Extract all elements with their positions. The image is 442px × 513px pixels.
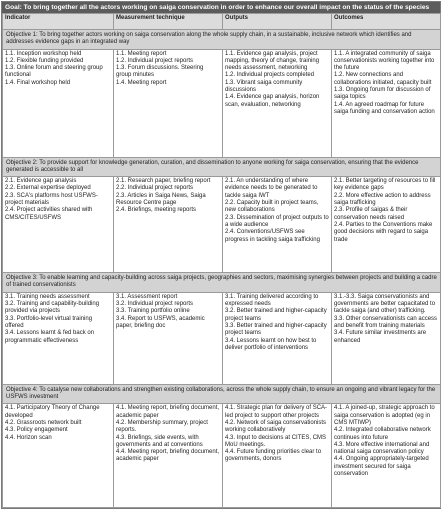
header-row — [3, 14, 441, 30]
outcomes-item: 1.4. An agreed roadmap for future saiga funding and conservation action — [334, 101, 435, 115]
indicator-item: 2.4. Project activities shared with CMS/CITES/USFWS — [5, 207, 95, 221]
measurement-item: 3.2. Individual project reports — [116, 301, 194, 308]
measurement-item: 3.3. Training portfolio online — [116, 308, 190, 315]
outcomes-cell — [332, 404, 441, 508]
outputs-item: 2.3. Dissemination of project outputs to a wide audience — [225, 214, 331, 228]
outputs-item: 3.4. Lessons learnt on how best to deliver portfolio of interventions — [225, 337, 319, 351]
measurement-item: 1.3. Forum discussions. Steering group minutes — [116, 65, 206, 79]
outputs-item: 3.1. Training delivered according to expressed needs — [225, 293, 321, 308]
outcomes-item: 3.4. Future similar investments are enhanced — [334, 330, 428, 344]
measurement-cell — [114, 177, 223, 273]
outcomes-item: 2.2. More effective action to address saiga trafficking — [334, 192, 433, 207]
outputs-item: 3.2. Better trained and higher-capacity project teams — [225, 308, 329, 322]
indicator-item: 1.1. Inception workshop held — [5, 50, 82, 57]
indicator-item: 2.2. External expertise deployed — [5, 185, 91, 192]
indicator-item: 3.2. Training and capability-building provided via projects — [5, 301, 101, 315]
measurement-item: 1.1. Meeting report — [116, 50, 167, 57]
outputs-cell — [223, 177, 332, 273]
objective-title: Objective 2: To provide support for knowledge generation, curation, and dissemination to anyone working for saiga conservation, ensuring that the evidence generated is accessible to all — [3, 157, 441, 177]
indicator-cell — [3, 49, 114, 157]
indicator-item: 1.3. Online forum and steering group functional — [5, 65, 105, 79]
indicator-item: 1.2. Flexible funding provided — [5, 57, 84, 64]
goal-banner: Goal: To bring together all the actors working on saiga conservation in order to enhance our overall impact on the status of the species — [2, 2, 440, 13]
outputs-cell — [223, 404, 332, 508]
outcomes-item: 1.2. New connections and collaborations initiated, capacity built — [334, 72, 432, 86]
outcomes-cell — [332, 292, 441, 384]
outputs-item: 2.4. Conventions/USFWS see progress in tackling saiga trafficking — [225, 229, 320, 243]
outcomes-item: 3.1.-3.3. Saiga conservationists and governments are better capacitated to tackle saiga (and other) trafficking. — [334, 293, 437, 315]
objectives-table — [2, 13, 441, 508]
measurement-item: 2.1. Research paper, briefing report — [116, 178, 211, 185]
indicator-item: 1.4. Final workshop held — [5, 79, 71, 86]
measurement-item: 4.4. Meeting report, briefing document, academic paper — [116, 449, 221, 463]
outcomes-item: 4.2. Integrated collaborative network continues into future — [334, 427, 433, 441]
objective-row — [3, 30, 441, 50]
objective-title: Objective 4: To catalyse new collaborations and strengthen existing collaborations, across the whole supply chain, to ensure an ongoing and vibrant legacy for the USFWS investment — [3, 384, 441, 404]
measurement-item: 1.2. Individual project reports — [116, 57, 194, 64]
indicator-cell — [3, 404, 114, 508]
outcomes-item: 3.3. Other conservationists can access and benefit from training materials — [334, 315, 439, 329]
outcomes-item: 2.4. Parties to the Conventions make good decisions with regard to saiga trade — [334, 221, 435, 243]
objective-detail-row — [3, 404, 441, 508]
measurement-item: 4.1. Meeting report, briefing document, academic paper — [116, 405, 221, 419]
measurement-item: 3.4. Report to USFWS, academic paper, briefing doc — [116, 315, 207, 329]
indicator-cell — [3, 177, 114, 273]
indicator-item: 2.1. Evidence gap analysis — [5, 178, 77, 185]
header-measurement-technique: Measurement technique — [114, 14, 223, 30]
objective-detail-row — [3, 49, 441, 157]
objective-detail-row — [3, 292, 441, 384]
measurement-item: 1.4. Meeting report — [116, 79, 167, 86]
measurement-item: 4.2. Membership summary, project reports. — [116, 419, 210, 434]
indicator-item: 4.1. Participatory Theory of Change developed — [5, 405, 102, 419]
objective-title: Objective 1: To bring together actors working on saiga conservation along the whole supply chain, in a sustainable, inclusive network which identifies and addresses evidence gaps in an integrated way — [3, 30, 441, 50]
outputs-item: 2.2. Capacity built in project teams, new collaborations — [225, 200, 321, 214]
measurement-item: 2.4. Briefings, meeting reports — [116, 207, 197, 214]
outcomes-item: 1.3. Ongoing forum for discussion of saiga topics — [334, 87, 433, 101]
outputs-item: 1.3. Vibrant saiga community discussions — [225, 79, 304, 94]
objectives-table-frame — [1, 1, 441, 509]
indicator-item: 4.3. Policy engagement — [5, 427, 68, 434]
header-outputs: Outputs — [223, 14, 332, 30]
measurement-item: 4.3. Briefings, side events, with governments and at conventions — [116, 434, 203, 448]
outputs-item: 4.3. Input to decisions at CITES, CMS MoU meetings. — [225, 434, 328, 448]
measurement-cell — [114, 292, 223, 384]
indicator-item: 3.4. Lessons learnt & fed back on programmatic effectiveness — [5, 330, 96, 344]
objective-row — [3, 273, 441, 293]
outputs-cell — [223, 49, 332, 157]
outputs-item: 1.2. Individual projects completed — [225, 72, 315, 79]
indicator-cell — [3, 292, 114, 384]
objective-detail-row — [3, 177, 441, 273]
outputs-item: 2.1. An understanding of where evidence needs to be generated to tackle saiga IWT — [225, 178, 320, 199]
outputs-item: 3.3. Better trained and higher-capacity project teams — [225, 322, 329, 337]
header-outcomes: Outcomes — [332, 14, 441, 30]
outputs-item: 4.2. Network of saiga conservationists working collaboratively — [225, 419, 328, 434]
outcomes-cell — [332, 49, 441, 157]
outputs-cell — [223, 292, 332, 384]
measurement-cell — [114, 404, 223, 508]
outcomes-item: 4.3. More effective international and national saiga conservation policy — [334, 441, 431, 456]
measurement-item: 2.3. Articles in Saiga News, Saiga Resource Centre page — [116, 192, 208, 207]
outcomes-cell — [332, 177, 441, 273]
outcomes-item: 4.1. A joined-up, strategic approach to saiga conservation is adopted (eg in CMS MTIWP) — [334, 405, 437, 426]
outputs-item: 4.1. Strategic plan for delivery of SCA-led project to support other projects — [225, 405, 328, 419]
objectives-body — [3, 30, 441, 508]
measurement-item: 2.2. Individual project reports — [116, 185, 194, 192]
outputs-item: 1.4. Evidence gap analysis, horizon scan, evaluation, networking — [225, 94, 322, 108]
indicator-item: 3.3. Portfolio-level virtual training offered — [5, 315, 94, 329]
outcomes-item: 2.1. Better targeting of resources to fill key evidence gaps — [334, 178, 438, 192]
measurement-item: 3.1. Assessment report — [116, 293, 178, 300]
outputs-item: 4.4. Future funding priorities clear to governments, donors — [225, 449, 323, 463]
indicator-item: 2.3. SCA's platforms host USFWS-project materials — [5, 192, 98, 207]
objective-row — [3, 384, 441, 404]
outputs-item: 1.1. Evidence gap analysis, project mapping, theory of change, training needs assessment, networking — [225, 50, 321, 72]
indicator-item: 3.1. Training needs assessment — [5, 293, 90, 300]
objective-row — [3, 157, 441, 177]
indicator-item: 4.4. Horizon scan — [5, 434, 52, 441]
objective-title: Objective 3: To enable learning and capacity-building across saiga projects, geographies and sectors, maximising synergies between projects and building a cadre of trained conservationists — [3, 273, 441, 293]
outcomes-item: 1.1. A integrated community of saiga conservationists working together into the future — [334, 50, 437, 72]
indicator-item: 4.2. Grassroots network built — [5, 419, 82, 426]
outcomes-item: 2.3. Profile of saigas & their conservation needs raised — [334, 207, 410, 221]
outcomes-item: 4.4. Ongoing appropriately-targeted investment secured for saiga conservation — [334, 456, 431, 478]
measurement-cell — [114, 49, 223, 157]
header-indicator: Indicator — [3, 14, 114, 30]
